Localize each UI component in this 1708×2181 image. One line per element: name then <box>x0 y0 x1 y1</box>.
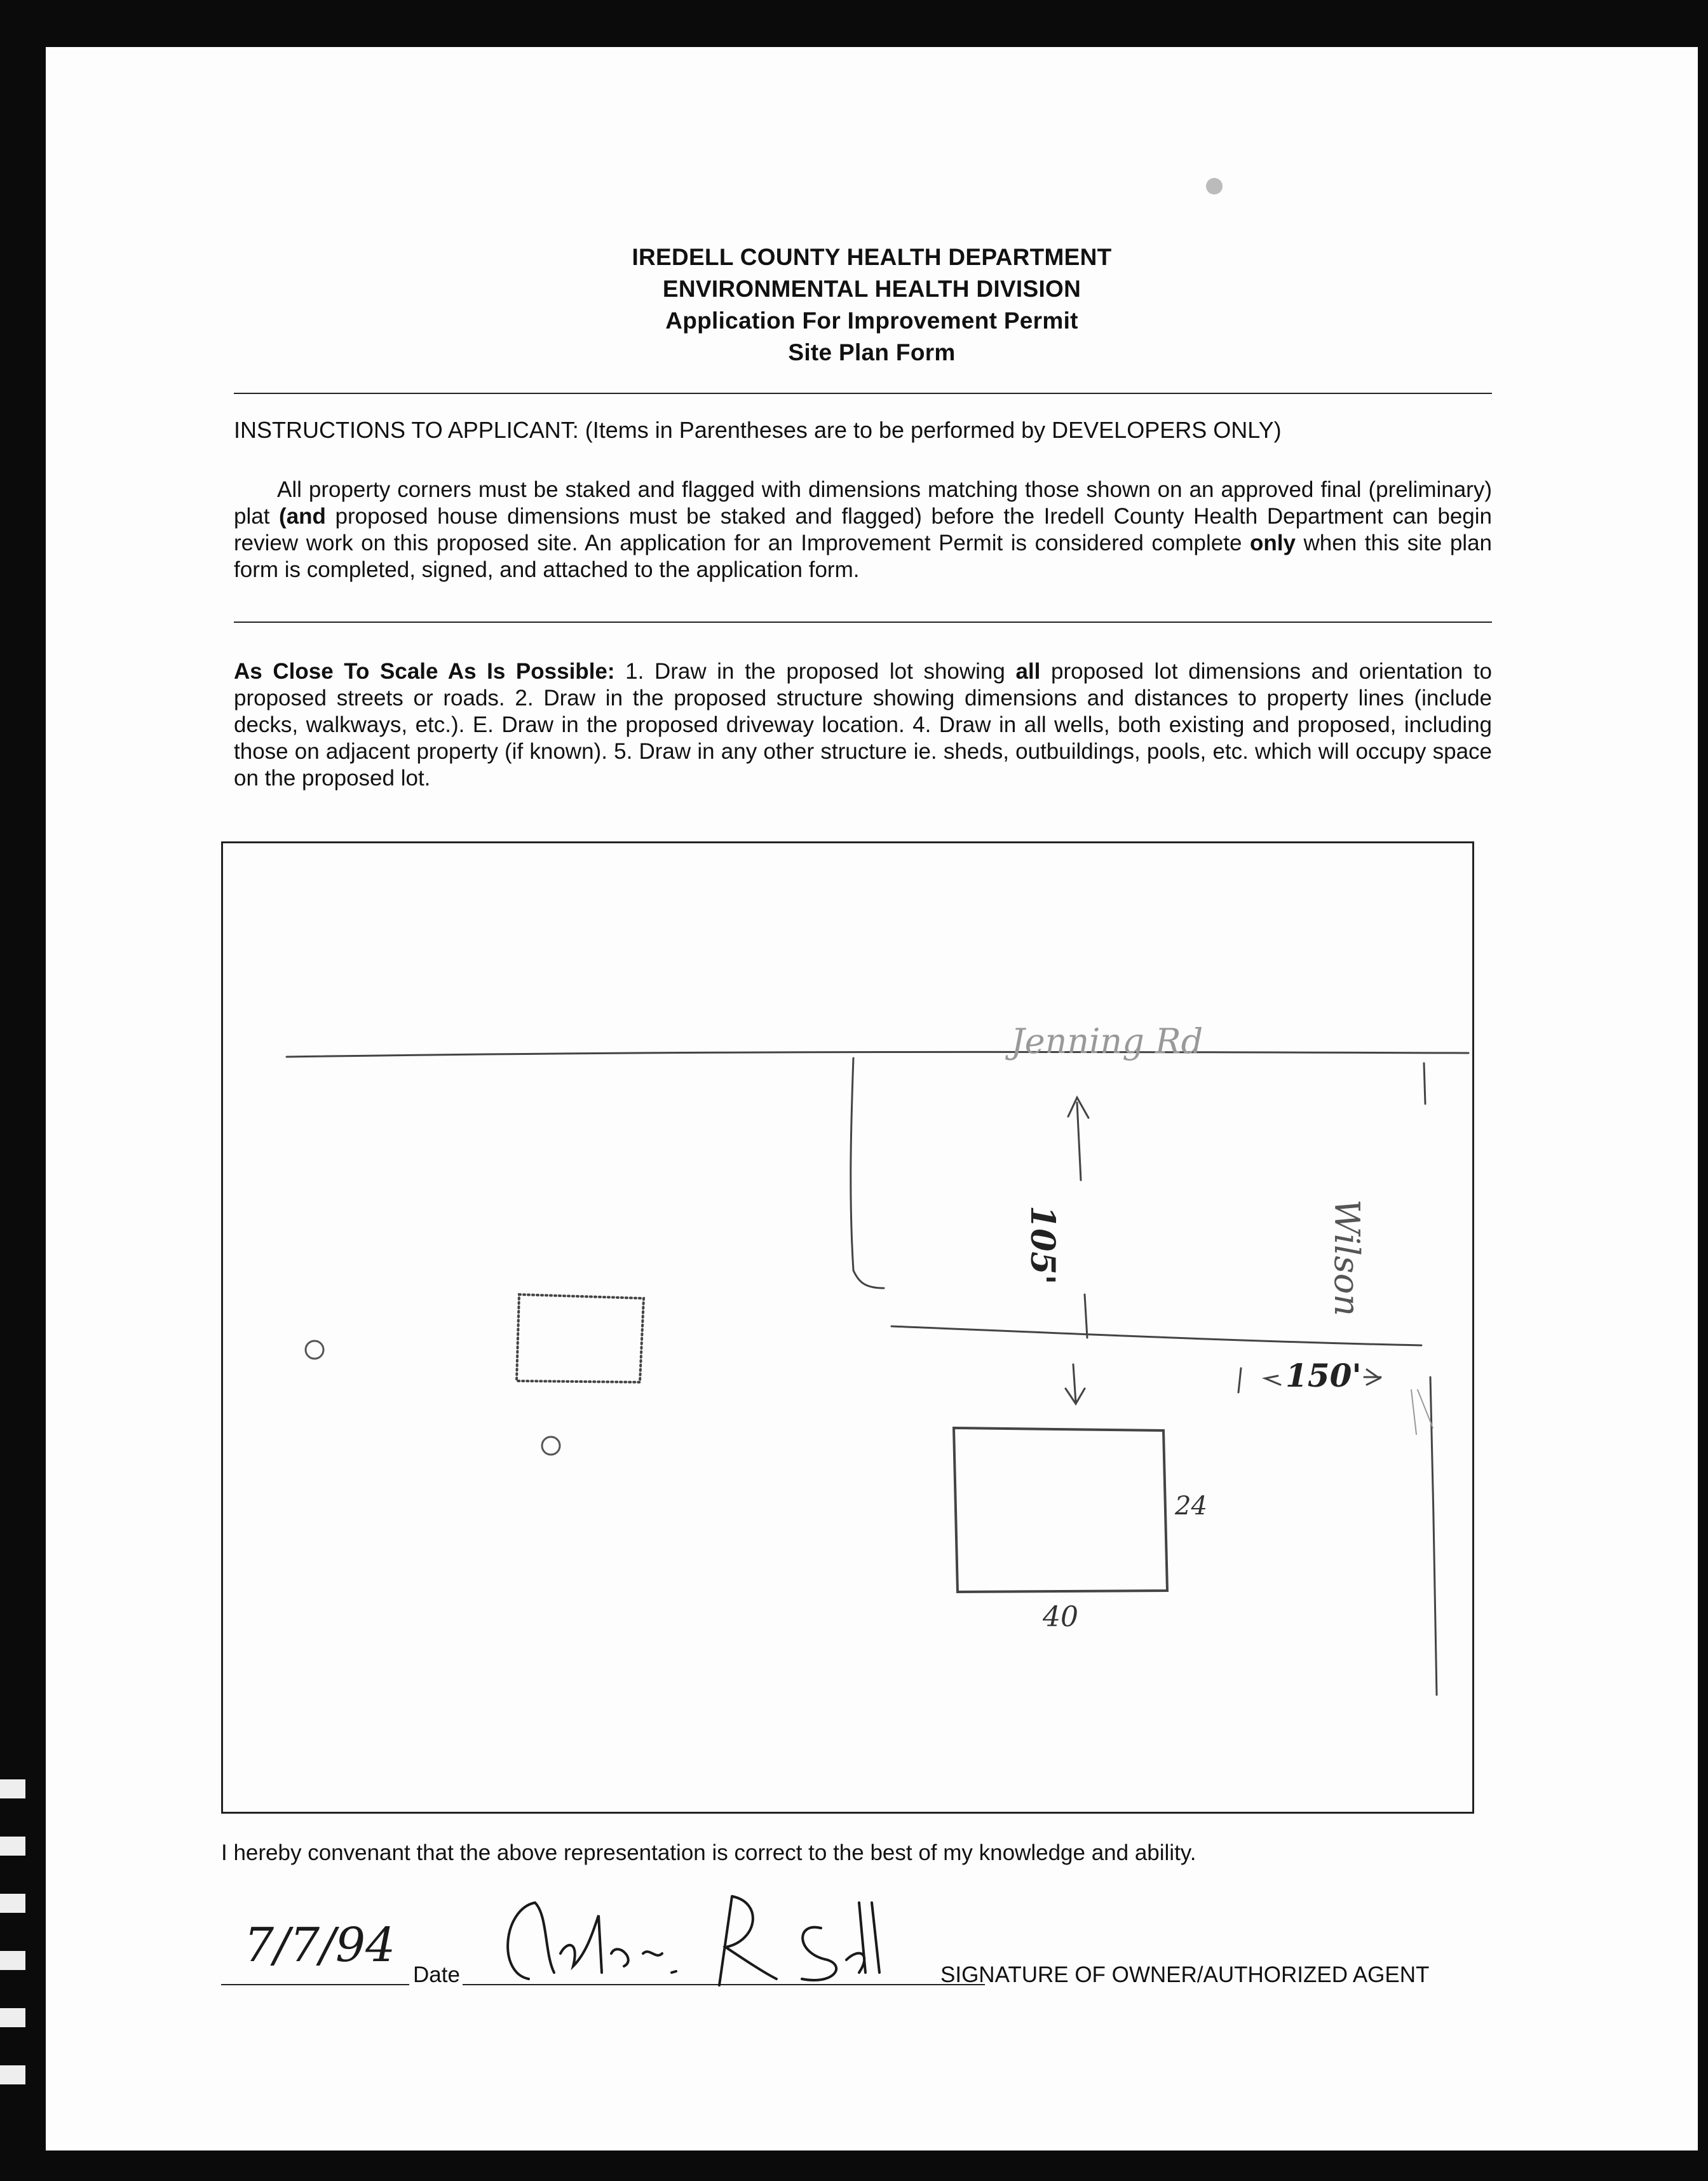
certification-statement: I hereby convenant that the above representation is correct to the best of my knowledge and ability. <box>221 1840 1196 1865</box>
header-form-title: Site Plan Form <box>788 339 956 365</box>
scale-emphasis-all: all <box>1015 659 1041 684</box>
date-line <box>221 1984 409 1985</box>
lot-right-boundary <box>1424 1063 1425 1104</box>
driveway-arrow <box>1066 1364 1085 1404</box>
house-side-dimension: 24 <box>1175 1491 1207 1521</box>
instructions-paragraph <box>234 477 1492 583</box>
header-department: IREDELL COUNTY HEALTH DEPARTMENT <box>632 244 1112 270</box>
header-division: ENVIRONMENTAL HEALTH DIVISION <box>662 276 1081 302</box>
date-value: 7/7/94 <box>244 1918 396 1973</box>
divider-top <box>234 393 1492 394</box>
depth-dimension: 105' <box>1023 1206 1062 1285</box>
side-road-label: Wilson <box>1327 1199 1367 1317</box>
dimension-arrow-down <box>1085 1294 1087 1338</box>
handwritten-signature <box>491 1877 884 1992</box>
scale-text: 1. Draw in the proposed lot showing <box>614 659 1016 684</box>
divider-middle <box>234 622 1492 623</box>
corner-tick <box>1238 1368 1241 1392</box>
well-marker-bottom <box>542 1437 560 1455</box>
date-label: Date <box>413 1962 460 1987</box>
width-dimension: 150' <box>1285 1357 1362 1394</box>
form-page <box>46 47 1698 2150</box>
site-plan-box <box>221 841 1474 1814</box>
instructions-emphasis-only: only <box>1250 531 1296 555</box>
scale-lead: As Close To Scale As Is Possible: <box>234 659 615 684</box>
site-sketch <box>223 843 1472 1812</box>
scale-instructions <box>234 658 1492 792</box>
signature-label: SIGNATURE OF OWNER/AUTHORIZED AGENT <box>940 1962 1430 1987</box>
header-application: Application For Improvement Permit <box>665 308 1078 334</box>
instructions-text-2: proposed house dimensions must be staked and flagged) before the Iredell County Health Department can begin review work on this proposed site. An application for an Improvement Permit is considered complete <box>234 504 1493 555</box>
form-header <box>46 241 1698 369</box>
lot-bottom-boundary <box>891 1326 1421 1345</box>
binding-edge <box>0 1741 25 2123</box>
house-bottom-dimension: 40 <box>1043 1601 1078 1633</box>
dimension-arrow-up <box>1068 1097 1088 1180</box>
scan-speck <box>1206 178 1223 194</box>
road-line <box>287 1052 1468 1057</box>
shed-outline <box>517 1294 644 1382</box>
scale-text-2: proposed lot dimensions and orientation to proposed streets or roads. 2. Draw in the proposed structure showing dimensions and distances to property lines (include decks, walkways, etc.). E. Draw in the proposed driveway location. 4. Draw in all wells, both existing and proposed, including those on adjacent property (if known). 5. Draw in any other structure ie. sheds, outbuildings, pools, etc. which will occupy space on the proposed lot. <box>234 659 1492 791</box>
road-label: Jenning Rd <box>1011 1021 1203 1061</box>
side-road-mark <box>1411 1390 1433 1434</box>
instructions-emphasis-and: (and <box>279 504 326 529</box>
instructions-text: All property corners must be staked and flagged with dimensions matching those shown on an approved final (preliminary) plat <box>234 477 1492 529</box>
instructions-text-3: when this site plan form is completed, signed, and attached to the application form. <box>234 531 1493 582</box>
instructions-heading: INSTRUCTIONS TO APPLICANT: (Items in Parentheses are to be performed by DEVELOPERS ONLY) <box>234 417 1282 443</box>
well-marker-left <box>306 1341 323 1359</box>
house-outline <box>954 1428 1167 1592</box>
lot-left-boundary <box>851 1058 884 1288</box>
